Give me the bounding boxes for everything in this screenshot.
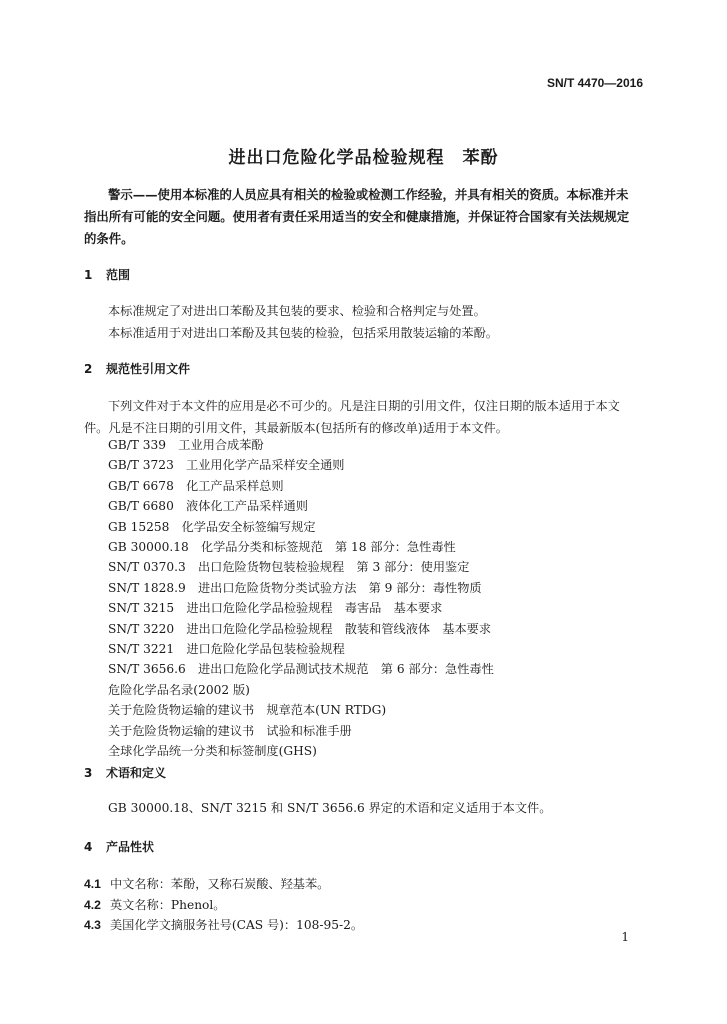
section-number: 3 — [84, 766, 93, 780]
reference-item: SN/T 3221 进口危险化学品包装检验规程 — [108, 642, 345, 657]
paragraph: 本标准规定了对进出口苯酚及其包装的要求、检验和合格判定与处置。 — [108, 304, 486, 318]
warning-line: 警示——使用本标准的人员应具有相关的检验或检测工作经验，并具有相关的资质。本标准并未 — [108, 187, 629, 202]
warning-line: 的条件。 — [84, 231, 134, 246]
property-item — [84, 874, 363, 895]
paragraph-line: 下列文件对于本文件的应用是必不可少的。凡是注日期的引用文件，仅注日期的版本适用于本文 — [108, 399, 620, 413]
reference-item: 全球化学品统一分类和标签制度(GHS) — [108, 744, 317, 759]
item-text: 美国化学文摘服务社号(CAS 号)：108-95-2。 — [110, 918, 364, 932]
section-title: 规范性引用文件 — [106, 362, 191, 376]
reference-item: GB 30000.18 化学品分类和标签规范 第 18 部分：急性毒性 — [108, 540, 456, 555]
section-number: 1 — [84, 268, 93, 282]
reference-item: GB 15258 化学品安全标签编写规定 — [108, 519, 316, 534]
property-item — [84, 915, 363, 936]
warning-block — [84, 184, 644, 250]
section-title: 产品性状 — [106, 840, 155, 854]
section-title: 术语和定义 — [106, 766, 167, 780]
reference-item: 危险化学品名录(2002 版) — [108, 682, 250, 697]
standard-number: SN/T 4470—2016 — [546, 76, 643, 90]
property-list — [84, 874, 363, 936]
item-number: 4.3 — [84, 918, 101, 932]
terms-paragraph — [84, 797, 644, 819]
reference-item: SN/T 0370.3 出口危险货物包装检验规程 第 3 部分：使用鉴定 — [108, 560, 470, 575]
warning-line: 指出所有可能的安全问题。使用者有责任采用适当的安全和健康措施，并保证符合国家有关法规规定 — [84, 209, 630, 224]
section-number: 4 — [84, 840, 93, 854]
page-number: 1 — [621, 930, 629, 944]
reference-item: 关于危险货物运输的建议书 规章范本(UN RTDG) — [108, 703, 387, 718]
section-heading-terms — [84, 764, 166, 781]
item-number: 4.2 — [84, 897, 101, 912]
reference-item: SN/T 1828.9 进出口危险货物分类试验方法 第 9 部分：毒性物质 — [108, 580, 482, 595]
property-item — [84, 895, 363, 916]
paragraph-line: 件。凡是不注日期的引用文件，其最新版本(包括所有的修改单)适用于本文件。 — [84, 421, 508, 435]
paragraph: 本标准适用于对进出口苯酚及其包装的检验，包括采用散装运输的苯酚。 — [108, 326, 498, 340]
reference-item: GB/T 339 工业用合成苯酚 — [108, 438, 264, 452]
section-number: 2 — [84, 362, 93, 376]
section-heading-normative-references — [84, 360, 190, 377]
references-intro — [84, 395, 644, 439]
document-title: 进出口危险化学品检验规程 苯酚 — [228, 148, 499, 168]
reference-item: SN/T 3215 进出口危险化学品检验规程 毒害品 基本要求 — [108, 601, 443, 616]
reference-item: GB/T 6680 液体化工产品采样通则 — [108, 499, 308, 514]
item-text: 中文名称：苯酚，又称石炭酸、羟基苯。 — [110, 877, 330, 891]
reference-item: GB/T 3723 工业用化学产品采样安全通则 — [108, 458, 345, 473]
section-heading-product-properties — [84, 838, 154, 855]
reference-item: GB/T 6678 化工产品采样总则 — [108, 478, 284, 493]
reference-list — [108, 435, 494, 762]
section-heading-scope — [84, 266, 130, 283]
section-title: 范围 — [106, 268, 131, 282]
item-number: 4.1 — [84, 877, 101, 891]
paragraph: GB 30000.18、SN/T 3215 和 SN/T 3656.6 界定的术语和定义适用于本文件。 — [108, 801, 552, 815]
scope-paragraphs — [84, 300, 644, 344]
reference-item: 关于危险货物运输的建议书 试验和标准手册 — [108, 723, 352, 738]
item-text: 英文名称：Phenol。 — [110, 897, 226, 912]
reference-item: SN/T 3656.6 进出口危险化学品测试技术规范 第 6 部分：急性毒性 — [108, 662, 494, 677]
reference-item: SN/T 3220 进出口危险化学品检验规程 散装和管线液体 基本要求 — [108, 621, 492, 636]
